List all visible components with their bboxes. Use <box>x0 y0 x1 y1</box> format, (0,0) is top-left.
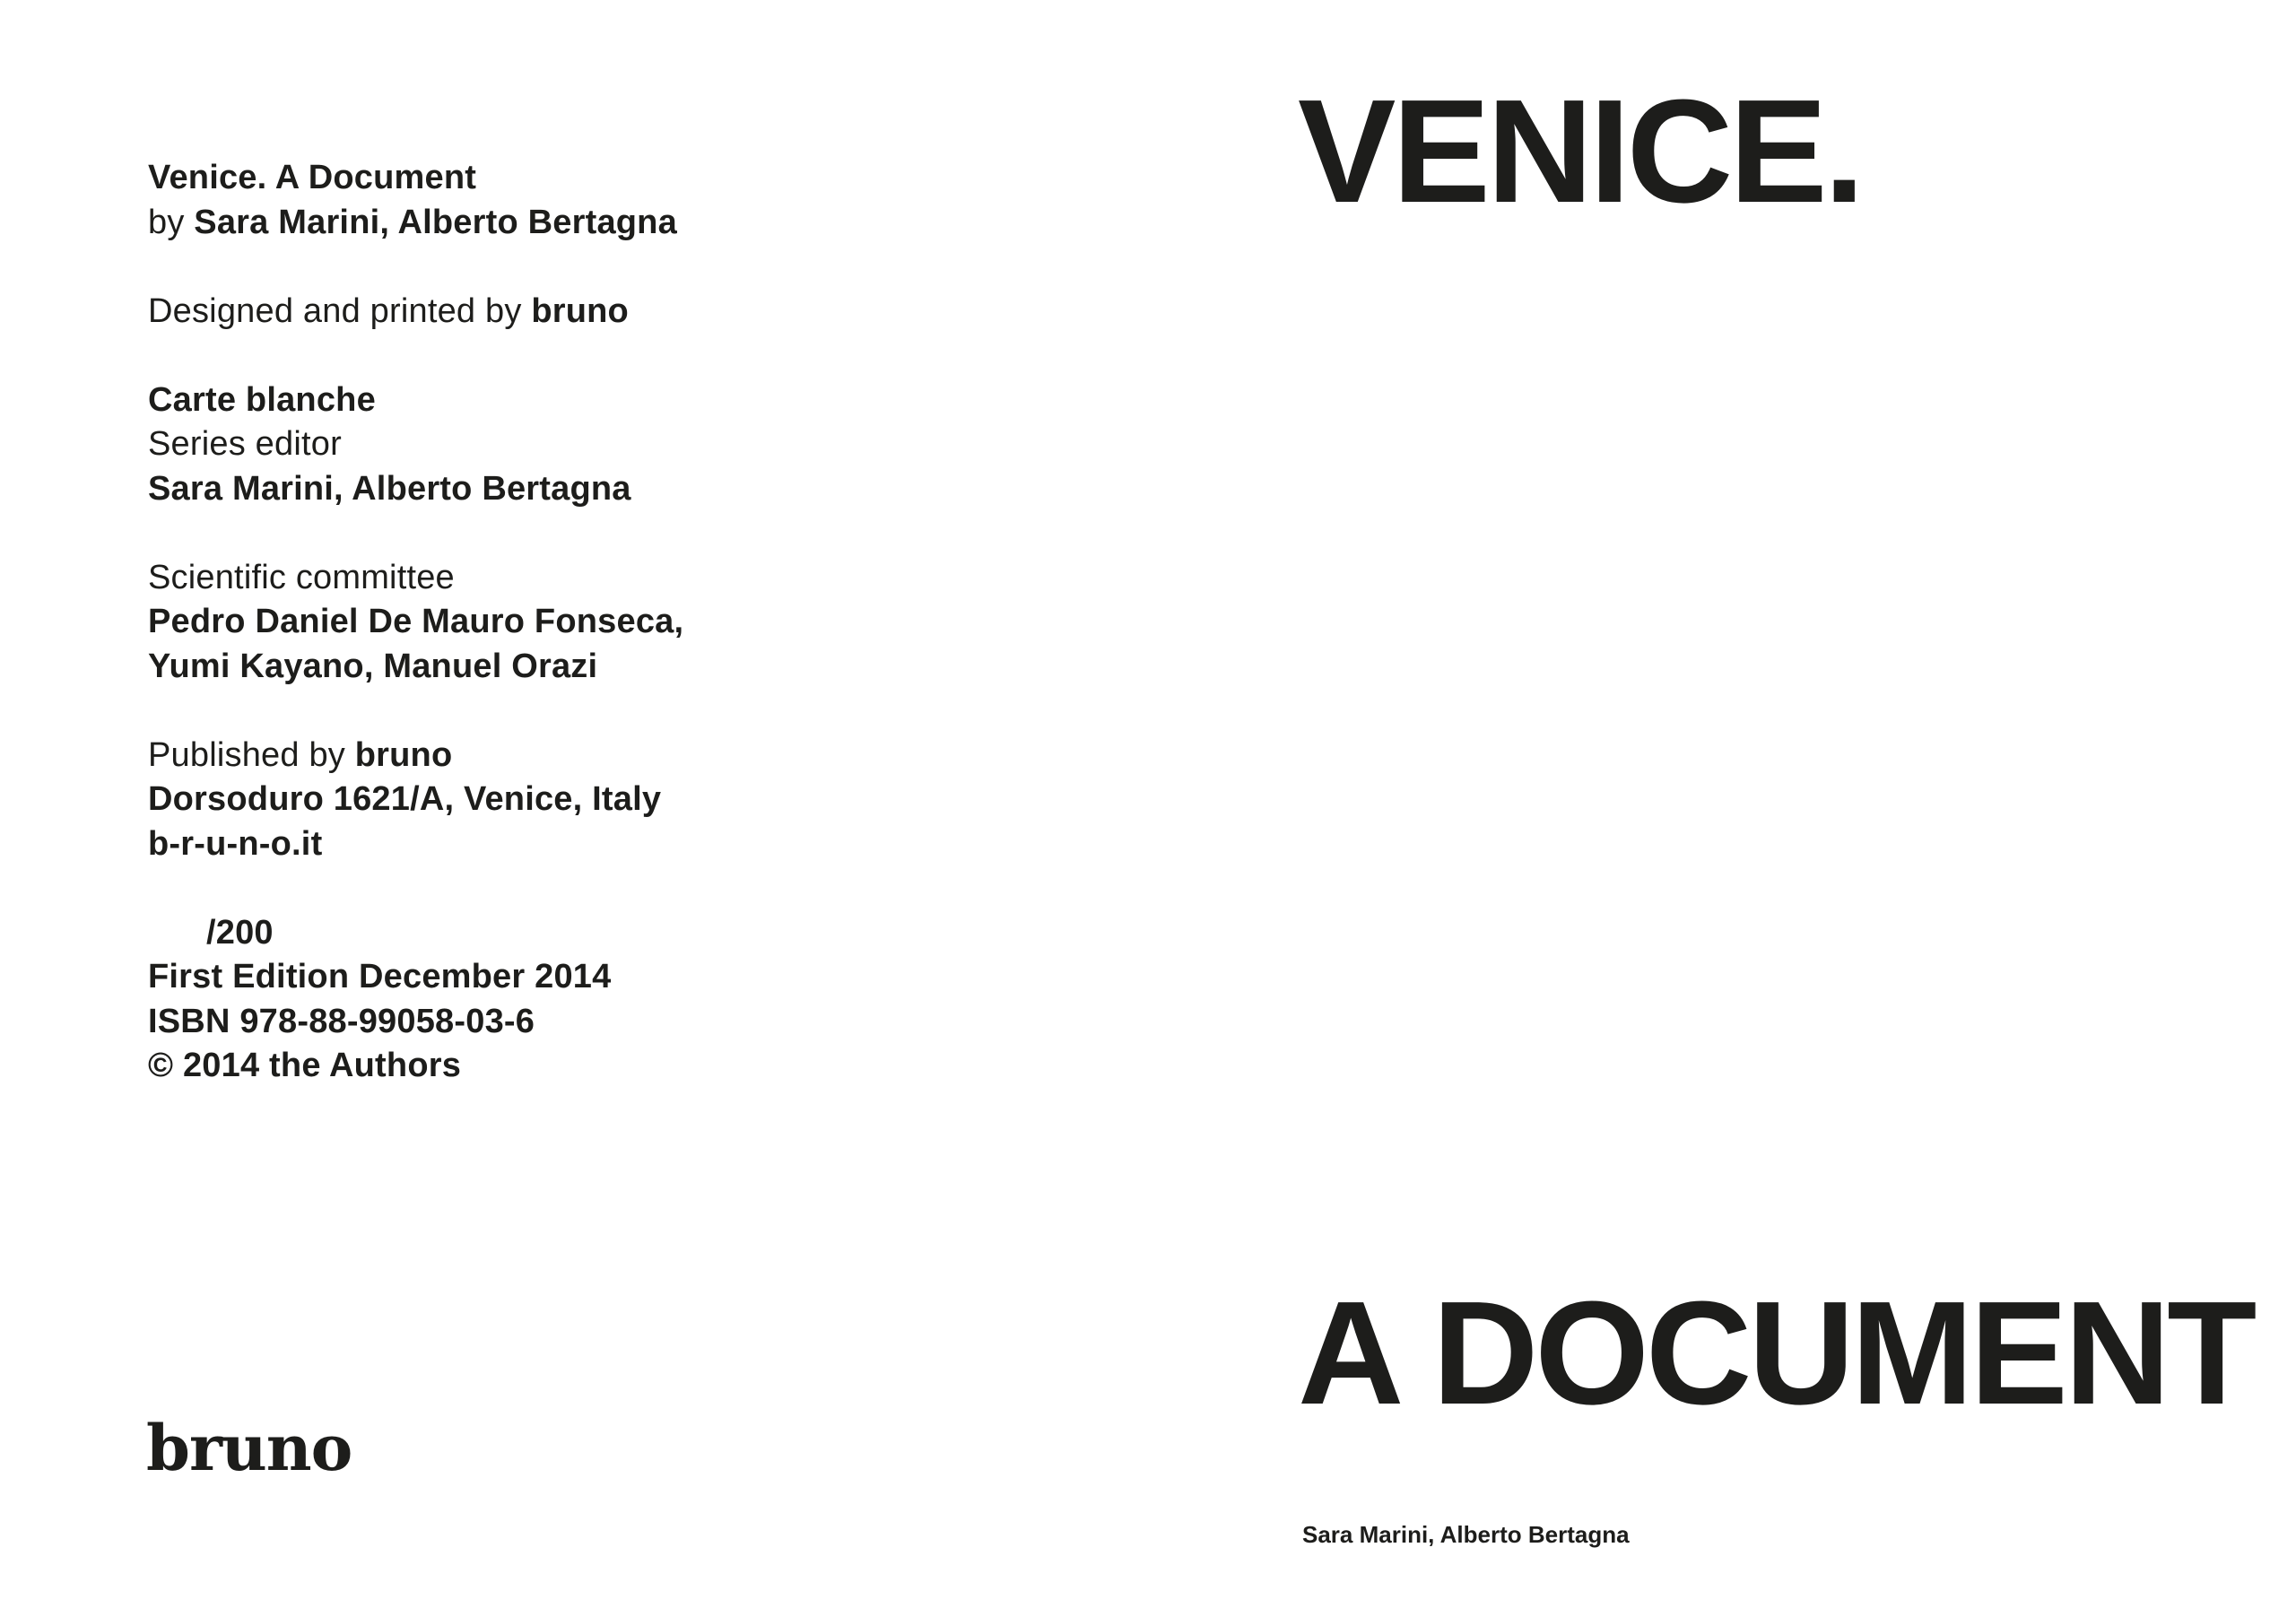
committee-members-2: Yumi Kayano, Manuel Orazi <box>148 647 598 685</box>
book-title: Venice. A Document <box>148 159 477 196</box>
title-a-document: A DOCUMENT <box>1298 1271 2254 1435</box>
designer: bruno <box>531 291 629 330</box>
series-editor-label: Series editor <box>148 425 342 463</box>
series-name: Carte blanche <box>148 380 376 419</box>
spacer <box>148 334 955 378</box>
colophon <box>148 156 955 1089</box>
publisher: bruno <box>354 735 453 774</box>
designed-line <box>148 290 955 335</box>
authors: Sara Marini, Alberto Bertagna <box>194 203 677 241</box>
by-prefix: by <box>148 203 195 241</box>
published-prefix: Published by <box>148 735 355 774</box>
series-editors: Sara Marini, Alberto Bertagna <box>148 469 631 508</box>
title-venice: VENICE. <box>1298 69 1862 233</box>
publisher-address: Dorsoduro 1621/A, Venice, Italy <box>148 780 662 818</box>
spacer <box>148 866 955 911</box>
spacer <box>148 511 955 556</box>
published-line <box>148 734 955 778</box>
publisher-logo: bruno <box>146 1411 352 1485</box>
copyright: © 2014 the Authors <box>148 1047 462 1084</box>
publisher-website: b-r-u-n-o.it <box>148 824 323 863</box>
spacer <box>148 689 955 734</box>
spacer <box>148 245 955 290</box>
title-page-authors: Sara Marini, Alberto Bertagna <box>1302 1521 1630 1548</box>
committee-label: Scientific committee <box>148 558 455 596</box>
authors-line <box>148 201 955 246</box>
isbn: ISBN 978-88-99058-03-6 <box>148 1002 535 1040</box>
designed-prefix: Designed and printed by <box>148 291 532 330</box>
committee-members-1: Pedro Daniel De Mauro Fonseca, <box>148 603 684 640</box>
edition: First Edition December 2014 <box>148 958 612 995</box>
edition-count: /200 <box>206 913 274 952</box>
